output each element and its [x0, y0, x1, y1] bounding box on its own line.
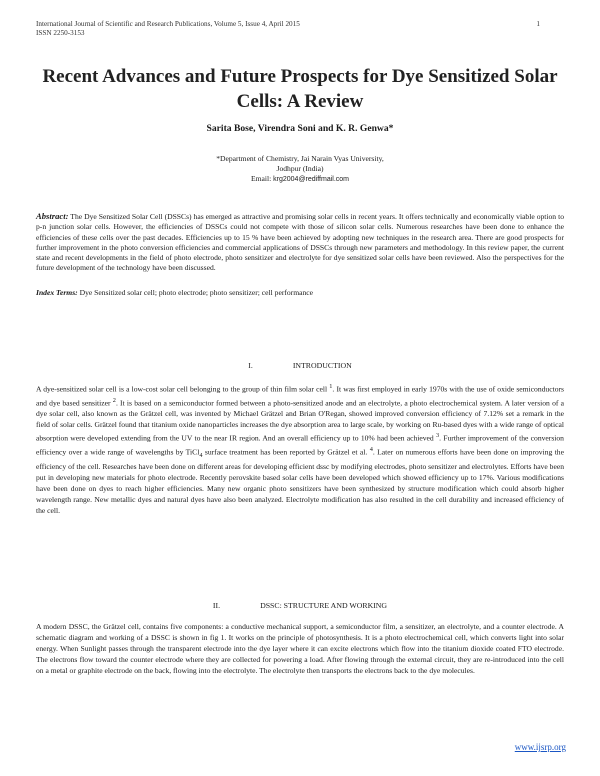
- authors: Sarita Bose, Virendra Soni and K. R. Genwa*: [206, 123, 394, 134]
- section-heading-introduction: [36, 361, 564, 370]
- running-header: [36, 20, 300, 38]
- email-line: [40, 174, 560, 185]
- section-title: INTRODUCTION: [292, 361, 352, 370]
- journal-url-link[interactable]: www.ijsrp.org: [514, 742, 566, 752]
- issn: ISSN 2250-3153: [36, 29, 85, 37]
- index-terms: [36, 288, 564, 297]
- email-label: Email:: [251, 174, 274, 183]
- city: Jodhpur (India): [276, 164, 324, 173]
- introduction-paragraph: A dye-sensitized solar cell is a low-cost solar cell belonging to the group of thin film solar cell $^1$. It was first employed in early 1970s with the use of oxide semiconductors and dye based sensitizer $^2$. It is based on a semiconductor formed between a photo-sensitized anode and an electrolyte, a photo electrochemical system. A later version of a dye solar cell, also known as the Grätzel cell, was invented by Michael Grätzel and Brian O'Regan, showed improved conversion efficiency of 7.12% set a remark in the field of solar cells. Grätzel found that titanium oxide nanoparticles increases the dye absorption area to large scale, by working on Ru-based dyes with a wide range of optical absorption were developed extending from the UV to the near IR region. And an overall efficiency up to 10% had been achieved $^3$. Further improvement of the conversion efficiency over a wide range of wavelengths by TiCl$_4$ surface treatment has been reported by Grätzel et al. $^4$. Later on numerous efforts have been done on improving the efficiency of the cell. Researches have been done on different areas for developing efficient dssc by modifying electrodes, photo sensitizer and electrolytes. Efforts have been put in developing new materials for photo electrode. Recently perovskite based solar cells have been developed which showed efficiency up to 17%. Various modifications have been done on dyes to reach higher efficiencies. Many new organic photo sensitizers have been synthesized by structure modification which could absorb higher wavelength range. New metallic dyes and natural dyes have also been analyzed. Electrolyte modification has also resulted in the cell durability and increased efficiency of the cell.: [36, 383, 564, 515]
- affiliation: [40, 154, 560, 185]
- citation-3: 3: [435, 432, 440, 440]
- citation-1: 1: [329, 383, 333, 390]
- section-number: II.: [212, 601, 221, 610]
- section-number: I.: [248, 361, 253, 370]
- abstract-label: Abstract:: [36, 211, 69, 221]
- department: *Department of Chemistry, Jai Narain Vyas University,: [216, 154, 384, 163]
- page-number: 1: [536, 20, 540, 28]
- subscript-4: 4: [199, 451, 203, 459]
- citation-2: 2: [112, 396, 116, 404]
- email-address: krg2004@rediffmail.com: [273, 176, 349, 183]
- structure-paragraph: A modern DSSC, the Grätzel cell, contains five components: a conductive mechanical support, a semiconductor film, a sensitizer, an electrolyte, and a counter electrode. A schematic diagram and working of a DSSC is shown in fig 1. It works on the principle of photosynthesis. It is a photo electrochemical cell, which converts light into solar energy. When Sunlight passes through the transparent electrode into the dye layer where it can excite electrons which flow into the titanium dioxide coated FTO electrode. The electrons flow toward the counter electrode where they are collected for powering a load. After flowing through the external circuit, they are re-introduced into the cell on a metal or graphite electrode on the back, flowing into the electrolyte. The electrolyte then transports the electrons back to the dye molecules.: [36, 622, 564, 675]
- abstract-text: The Dye Sensitized Solar Cell (DSSCs) has emerged as attractive and promising solar cells in recent years. It offers technically and economically viable option to p-n junction solar cells. However, the efficiencies of DSSCs could not compete with those of silicon solar cells. Numerous researches have been done to enhance the efficiencies of these cells over the past decades. Efficiencies up to 15 % have been achieved by adopting new techniques in the research area. There are good prospects for further improvement in the photo conversion efficiencies and commercial applications of DSSCs through new parameters and methodology. In this review paper, the current state and recent developments in the field of photo electrode, photo sensitizer and electrolyte for dye sensitized solar cells have been reviewed. Also the perspectives for the future development of the technology have been discussed.: [36, 212, 564, 273]
- section-heading-structure: [36, 601, 564, 610]
- index-terms-label: Index Terms:: [36, 288, 78, 297]
- section-title: DSSC: STRUCTURE AND WORKING: [260, 601, 388, 610]
- paper-title: Recent Advances and Future Prospects for Dye Sensitized Solar Cells: A Review: [42, 66, 558, 112]
- citation-4: 4: [369, 445, 373, 453]
- journal-name: International Journal of Scientific and Research Publications, Volume 5, Issue 4, April 2015: [36, 20, 300, 28]
- abstract: [36, 211, 564, 274]
- index-terms-text: Dye Sensitized solar cell; photo electrode; photo sensitizer; cell performance: [77, 288, 314, 297]
